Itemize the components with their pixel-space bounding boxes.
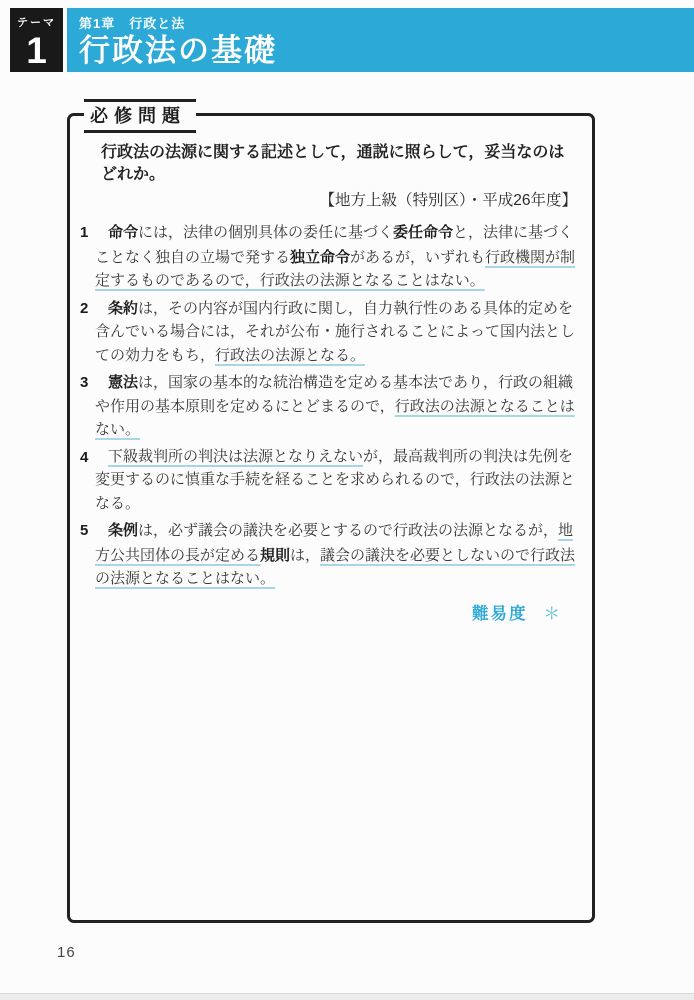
required-problem-label: 必修問題	[84, 99, 196, 133]
difficulty-label: 難易度	[472, 604, 528, 623]
question-text: 行政法の法源に関する記述として，通説に照らして，妥当なのはどれか。	[101, 144, 565, 183]
option-number: 2	[80, 299, 89, 317]
underlined-text: 行政法の法源となることはない。	[95, 398, 575, 438]
option-number: 3	[80, 374, 89, 391]
underlined-text: 地方公共団体の長が定める	[95, 523, 574, 564]
option-number: 4	[80, 448, 89, 466]
option-text-segment: は，国家の基本的な統治構造を定める基本法であり，行政の組織や作用の基本原則を定めるにとどまるので，	[95, 375, 574, 415]
option-row	[70, 297, 592, 369]
theme-number-box	[10, 8, 63, 72]
option-text-segment: は，その内容が国内行政に関し，自力執行性のある具体的定めを含んでいる場合には，それが公布・施行されることによって国内法としての効力をもち，	[95, 300, 576, 364]
underlined-text: 行政法の法源となる。	[215, 347, 366, 364]
keyword-bold: 条例	[108, 522, 139, 539]
chapter-banner	[67, 8, 694, 72]
theme-number: 1	[26, 30, 47, 71]
option-text-segment: が，最高裁判所の判決は先例を変更するのに慎重な手続を経ることを求められるので，行政法の法源となる。	[95, 448, 575, 512]
option-text-segment: と，法律に基づくことなく独自の立場で発する	[95, 225, 574, 266]
required-problem-box	[67, 106, 595, 923]
keyword-bold: 独立命令	[290, 248, 351, 266]
exam-source: 【地方上級（特別区）・平成26年度】	[319, 192, 577, 209]
option-text-segment: があるが，いずれも	[350, 249, 486, 266]
chapter-heading: 第1章 行政と法	[79, 16, 186, 31]
difficulty-stars: ＊	[543, 604, 562, 623]
option-row	[70, 371, 592, 443]
option-row	[70, 446, 592, 517]
underlined-text: 下級裁判所の判決は法源となりえない	[108, 448, 364, 465]
option-number: 1	[80, 224, 89, 241]
theme-label: テーマ	[17, 17, 56, 29]
option-row	[70, 519, 592, 592]
page-bottom-edge	[0, 993, 694, 1000]
keyword-bold: 憲法	[108, 374, 139, 391]
option-row	[70, 221, 592, 294]
underlined-text: 議会の議決を必要としないので行政法の法源となることはない。	[95, 547, 576, 587]
option-text-segment: は，必ず議会の議決を必要とするので行政法の法源となるが，	[138, 523, 559, 539]
option-number: 5	[80, 522, 89, 539]
keyword-bold: 条約	[108, 299, 139, 317]
difficulty-row	[70, 600, 562, 624]
option-text-segment: には，法律の個別具体の委任に基づく	[138, 225, 394, 241]
keyword-bold: 委任命令	[393, 224, 454, 241]
page-number: 16	[57, 944, 76, 961]
options-list	[70, 221, 592, 592]
keyword-bold: 規則	[260, 546, 291, 564]
keyword-bold: 命令	[108, 224, 139, 241]
page-title: 行政法の基礎	[79, 33, 277, 68]
option-text-segment: は，	[290, 547, 321, 564]
underlined-text: 行政機関が制定するものであるので，行政法の法源となることはない。	[95, 249, 576, 289]
